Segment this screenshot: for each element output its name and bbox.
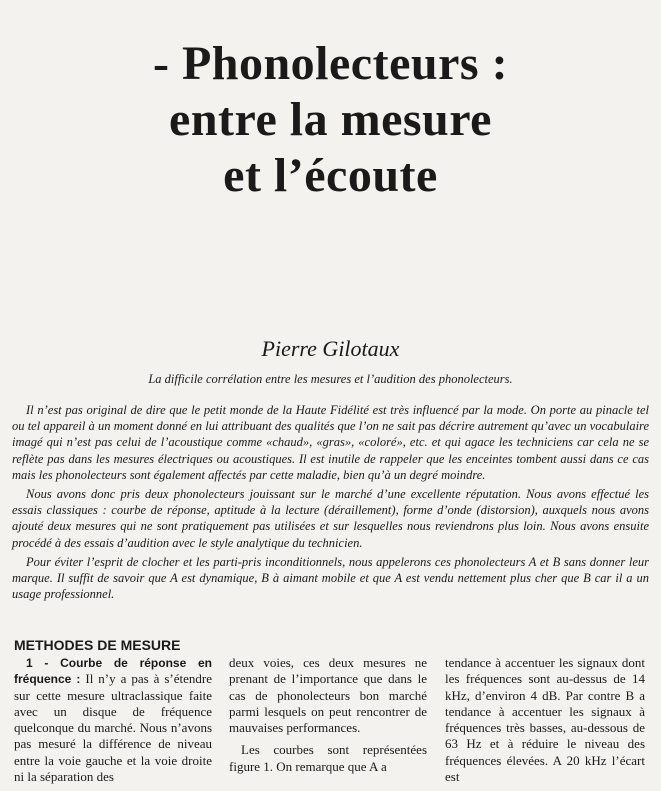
article-title	[0, 36, 661, 204]
column-3-paragraph: tendance à accentuer les signaux dont les fréquences sont au-dessus de 14 kHz, d’environ 4 dB. Par contre B a tendance à accentuer les signaux à fréquences très basses, au-dessous de 63 Hz et à réduire le niveau des fréquences élevées. A 20 kHz l’écart est	[445, 655, 645, 785]
intro-paragraph-3: Pour éviter l’esprit de clocher et les parti-pris inconditionnels, nous appelerons ces phonolecteurs A et B sans donner leur marque. Il suffit de savoir que A est dynamique, B à aimant mobile et que A est vendu nettement plus cher que B car il a un usage professionnel.	[12, 554, 649, 602]
subsection-lead: 1 - Courbe de réponse en fréquence :	[14, 656, 212, 687]
intro-paragraph-1: Il n’est pas original de dire que le petit monde de la Haute Fidélité est très influencé par la mode. On porte au pinacle tel ou tel appareil à un moment donné en lui attribuant des qualités que l’on ne sait pas décrire autrement qu’avec un vocabulaire imagé qui n’est pas celui de l’acoustique comme «chaud», «gras», «coloré», etc. et qui agace les techniciens car cela ne se reflète pas dans les mesures électriques ou acoustiques. Il est inutile de rappeler que les enceintes tombent aussi dans ce cas mais les phonolecteurs sont également affectés par cette maladie, bien qu’à un degré moindre.	[12, 403, 649, 482]
body-column-1	[14, 655, 212, 791]
title-line-2: entre la mesure	[169, 93, 492, 146]
section-heading: METHODES DE MESURE	[14, 637, 181, 653]
column-2-paragraph-1: deux voies, ces deux mesures ne prenant de l’importance que dans le cas de phonolecteurs bon marché parmi lesquels on peut rencontrer de mauvaises performances.	[229, 655, 427, 736]
column-1-paragraph	[14, 655, 212, 785]
column-2-paragraph-2: Les courbes sont représentées figure 1. On remarque que A a	[229, 742, 427, 774]
body-column-3	[445, 655, 645, 791]
column-1-text: Il n’y a pas à s’étendre sur cette mesure ultraclassique faite avec un disque de fréquence quelconque du marché. Nous n’avons pas mesuré la différence de niveau entre la voie gauche et la voie droite ni la séparation des	[14, 671, 212, 785]
title-line-1: - Phonolecteurs :	[152, 37, 509, 90]
intro-block	[12, 402, 649, 605]
intro-paragraph-2: Nous avons donc pris deux phonolecteurs jouissant sur le marché d’une excellente réputation. Nous avons effectué les essais classiques : courbe de réponse, aptitude à la lecture (déraillement), forme d’onde (distorsion), auxquels nous avons ajouté deux mesures qui ne sont pratiquement pas utilisées et sur lesquelles nous reviendrons plus loin. Nous avons ensuite procédé à des essais d’audition avec le style analytique du technicien.	[12, 487, 649, 550]
author-byline: Pierre Gilotaux	[261, 336, 400, 361]
body-column-2	[229, 655, 427, 781]
title-line-3: et l’écoute	[223, 149, 438, 202]
article-subtitle: La difficile corrélation entre les mesures et l’audition des phonolecteurs.	[148, 372, 513, 386]
